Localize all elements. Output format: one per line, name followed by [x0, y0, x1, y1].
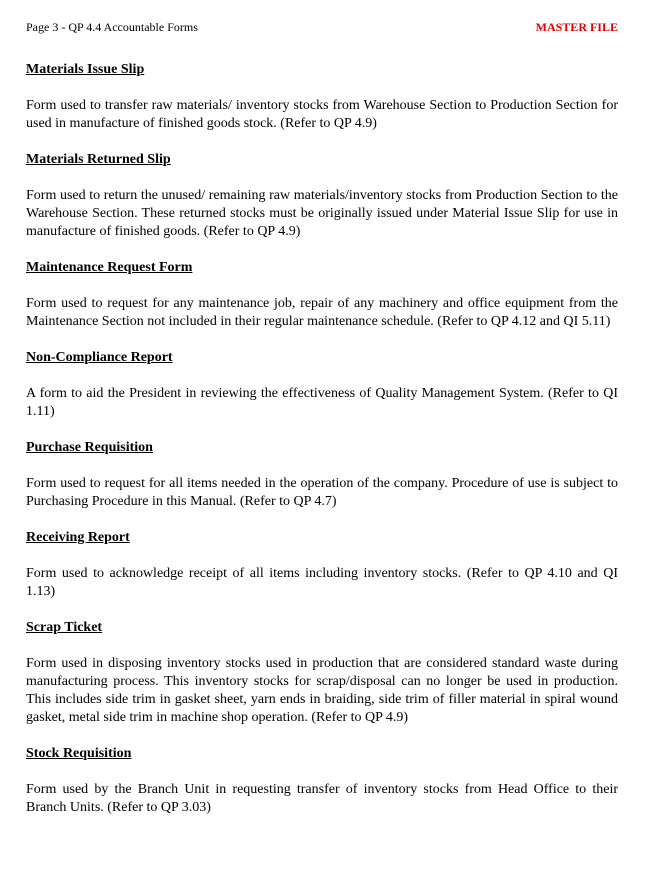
section-heading: Materials Returned Slip	[26, 152, 171, 167]
section-paragraph: Form used to request for any maintenance job, repair of any machinery and office equipment from the Maintenance Section not included in their regular maintenance schedule. (Refer to QP 4.12 and QI 5.11)	[26, 296, 618, 329]
page-header-title: Page 3 - QP 4.4 Accountable Forms	[26, 20, 198, 34]
section-heading: Stock Requisition	[26, 746, 132, 761]
section-stock-requisition	[26, 745, 618, 817]
section-heading: Scrap Ticket	[26, 620, 103, 635]
section-paragraph: A form to aid the President in reviewing the effectiveness of Quality Management System. (Refer to QI 1.11)	[26, 386, 618, 419]
section-paragraph: Form used to return the unused/ remaining raw materials/inventory stocks from Production Section to the Warehouse Section. These returned stocks must be originally issued under Material Issue Slip for use in manufacture of finished goods. (Refer to QP 4.9)	[26, 188, 618, 239]
section-maintenance-request-form	[26, 259, 618, 331]
section-paragraph: Form used in disposing inventory stocks used in production that are considered standard waste during manufacturing process. This inventory stocks for scrap/disposal can no longer be used in production. This includes side trim in gasket sheet, yarn ends in braiding, side trim of filler material in spiral wound gasket, metal side trim in machine shop operation. (Refer to QP 4.9)	[26, 656, 618, 725]
section-heading: Non-Compliance Report	[26, 350, 173, 365]
master-file-label: MASTER FILE	[535, 20, 618, 34]
section-receiving-report	[26, 529, 618, 601]
section-heading: Receiving Report	[26, 530, 130, 545]
section-heading: Maintenance Request Form	[26, 260, 193, 275]
section-materials-issue-slip	[26, 61, 618, 133]
section-heading: Materials Issue Slip	[26, 62, 145, 77]
section-scrap-ticket	[26, 619, 618, 727]
section-non-compliance-report	[26, 349, 618, 421]
section-materials-returned-slip	[26, 151, 618, 241]
section-paragraph: Form used by the Branch Unit in requesting transfer of inventory stocks from Head Office to their Branch Units. (Refer to QP 3.03)	[26, 782, 618, 815]
section-purchase-requisition	[26, 439, 618, 511]
section-paragraph: Form used to acknowledge receipt of all items including inventory stocks. (Refer to QP 4.10 and QI 1.13)	[26, 566, 618, 599]
section-heading: Purchase Requisition	[26, 440, 153, 455]
section-paragraph: Form used to request for all items needed in the operation of the company. Procedure of use is subject to Purchasing Procedure in this Manual. (Refer to QP 4.7)	[26, 476, 618, 509]
page-header	[26, 20, 618, 34]
section-paragraph: Form used to transfer raw materials/ inventory stocks from Warehouse Section to Production Section for used in manufacture of finished goods stock. (Refer to QP 4.9)	[26, 98, 618, 131]
